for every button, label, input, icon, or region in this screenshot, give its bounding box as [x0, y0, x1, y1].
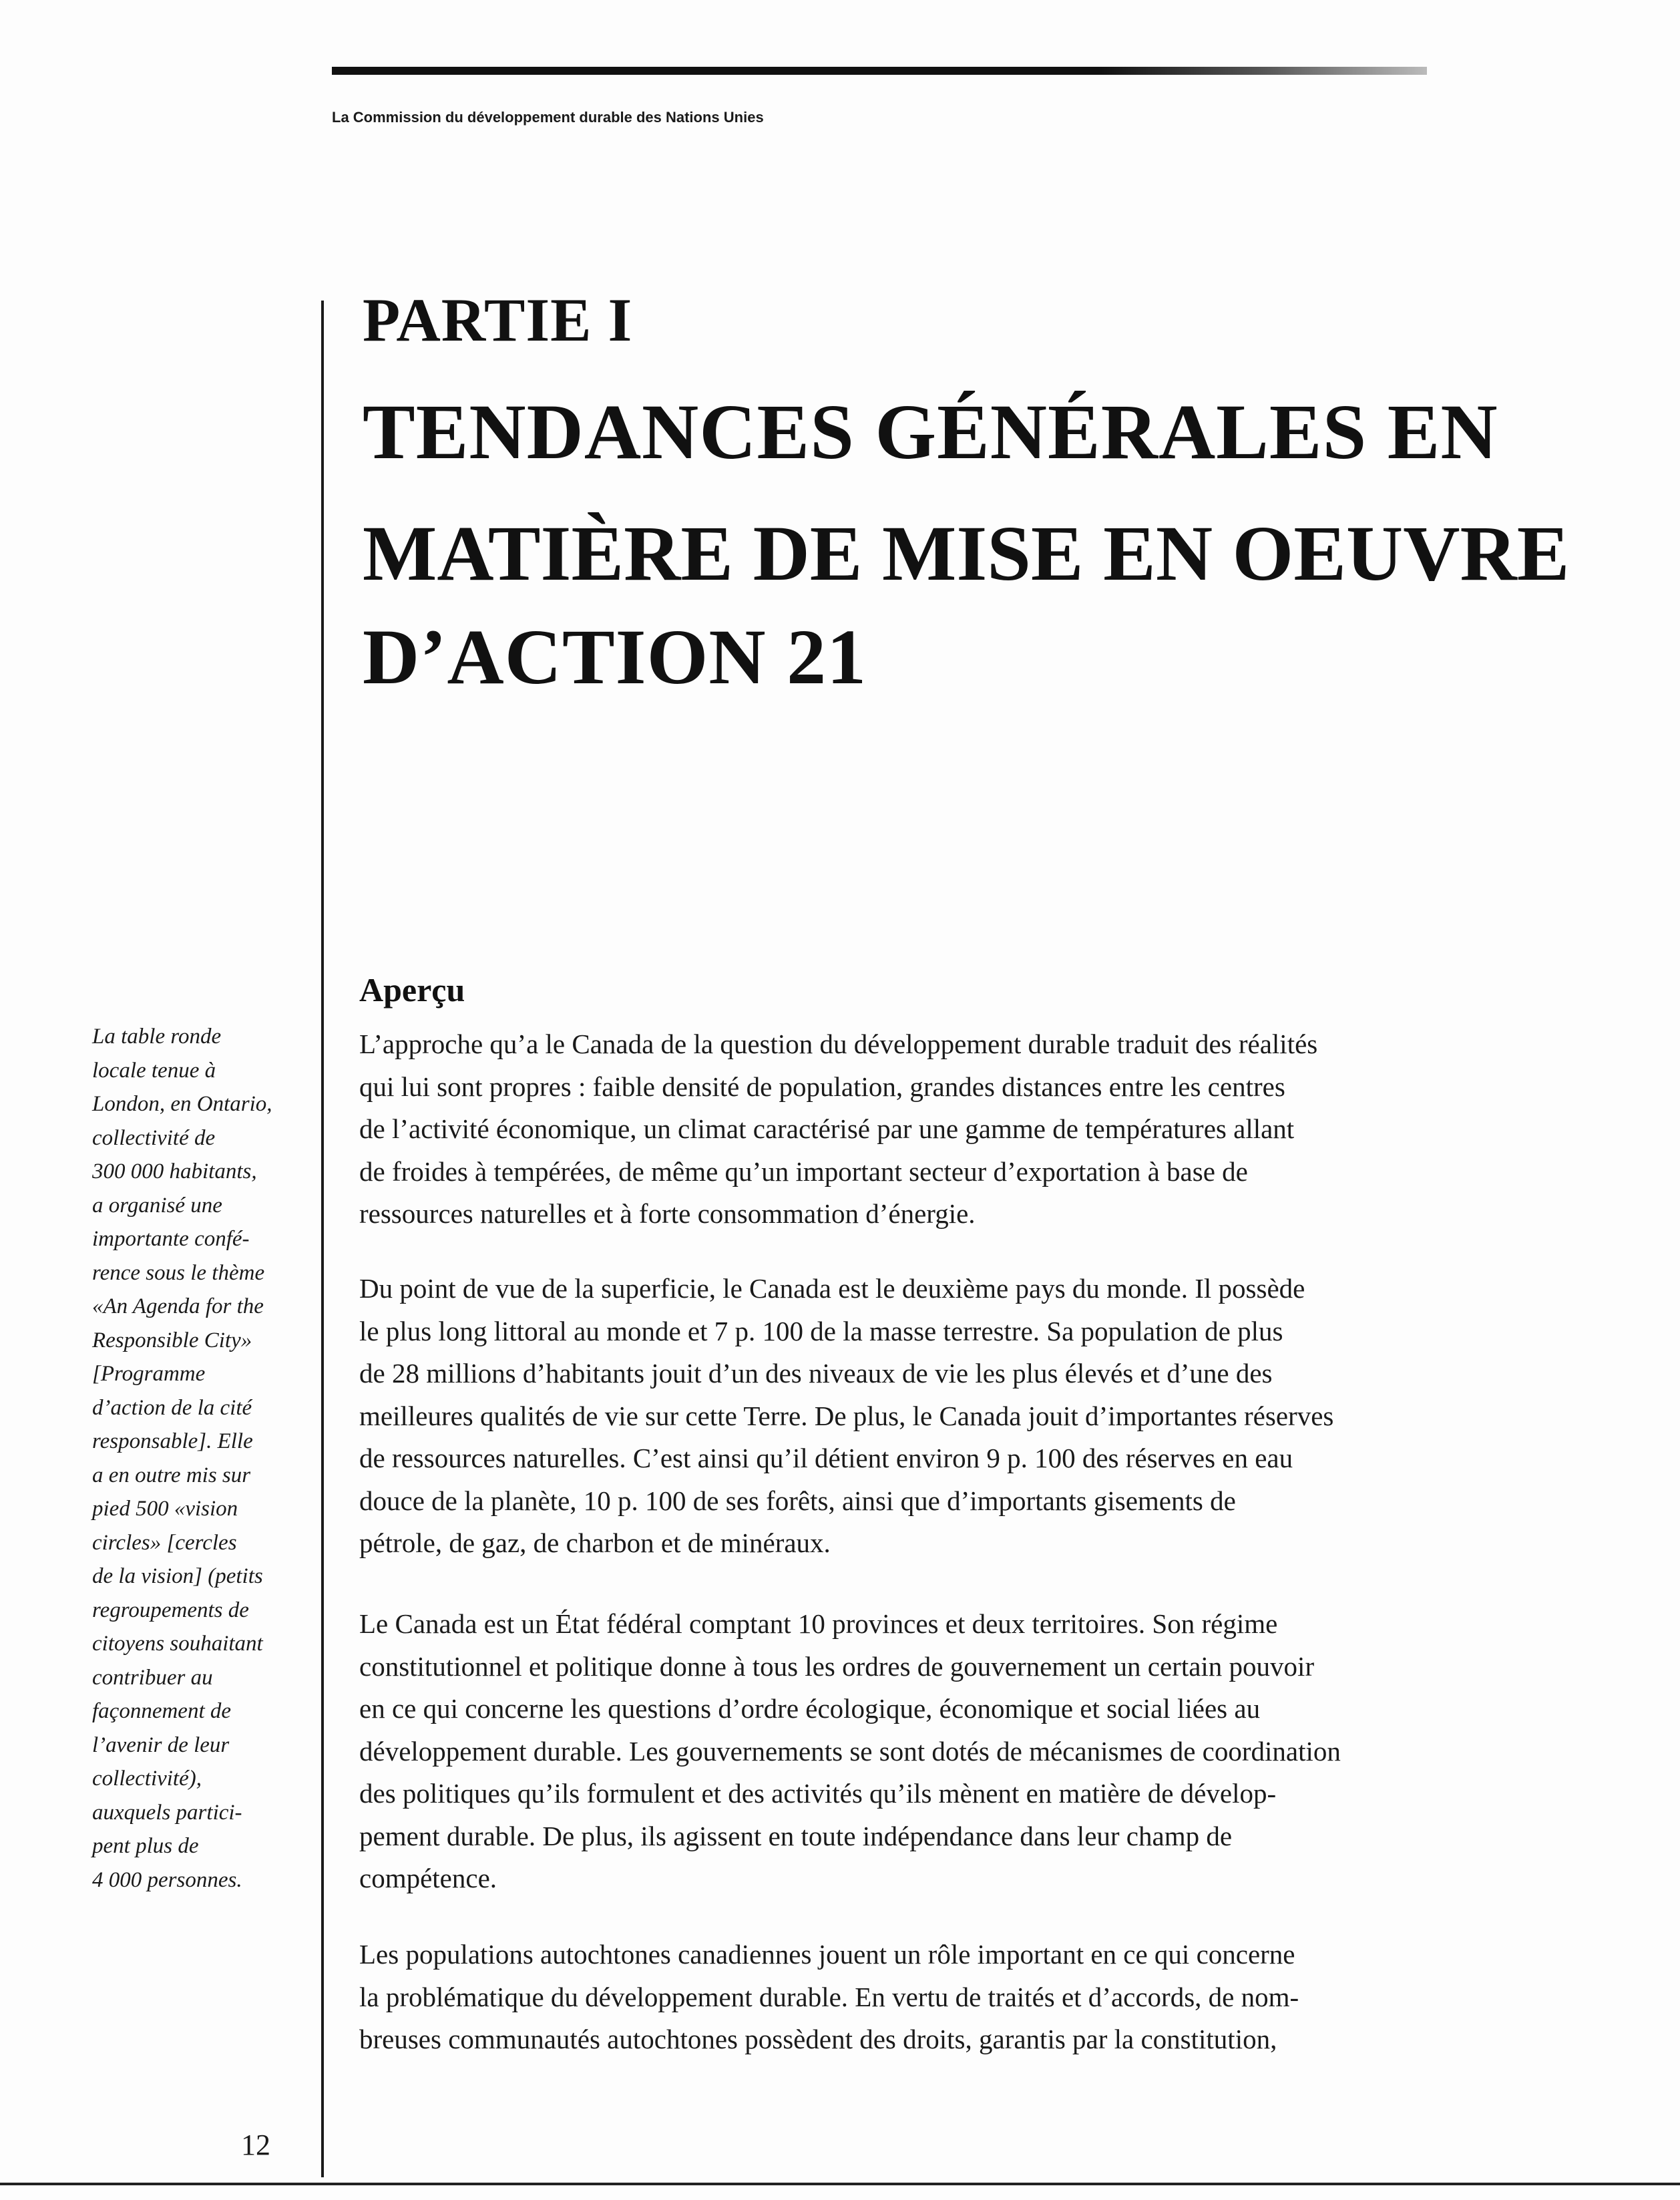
sidebar-line: façonnement de: [92, 1699, 232, 1723]
paragraph-line: meilleures qualités de vie sur cette Terre. De plus, le Canada jouit d’importantes réserves: [359, 1400, 1334, 1431]
paragraph-line: de 28 millions d’habitants jouit d’un des niveaux de vie les plus élevés et d’une des: [359, 1358, 1273, 1389]
paragraph-2: [359, 1268, 1504, 1565]
chapter-title-line-3: D’ACTION 21: [363, 613, 867, 701]
sidebar-line: La table ronde: [92, 1025, 222, 1049]
sidebar-line: a organisé une: [92, 1193, 222, 1218]
paragraph-line: constitutionnel et politique donne à tous les ordres de gouvernement un certain pouvoir: [359, 1650, 1315, 1682]
sidebar-line: locale tenue à: [92, 1058, 216, 1083]
sidebar-line: l’avenir de leur: [92, 1732, 230, 1757]
paragraph-line: la problématique du développement durable. En vertu de traités et d’accords, de nom-: [359, 1981, 1299, 2012]
sidebar-line: 300 000 habitants,: [92, 1159, 257, 1183]
paragraph-line: des politiques qu’ils formulent et des activités qu’ils mènent en matière de dévelop-: [359, 1778, 1277, 1809]
paragraph-3: [359, 1603, 1504, 1900]
paragraph-line: Les populations autochtones canadiennes jouent un rôle important en ce qui concerne: [359, 1939, 1295, 1970]
section-heading: Aperçu: [359, 971, 465, 1009]
sidebar-line: Responsible City»: [92, 1328, 252, 1352]
sidebar-line: auxquels partici-: [92, 1800, 242, 1825]
paragraph-4: [359, 1934, 1504, 2061]
sidebar-line: collectivité),: [92, 1767, 202, 1791]
sidebar-line: contribuer au: [92, 1665, 213, 1690]
paragraph-line: Du point de vue de la superficie, le Canada est le deuxième pays du monde. Il possède: [359, 1273, 1305, 1304]
paragraph-1: [359, 1023, 1504, 1236]
sidebar-line: responsable]. Elle: [92, 1429, 253, 1453]
paragraph-line: développement durable. Les gouvernements se sont dotés de mécanismes de coordination: [359, 1735, 1341, 1767]
page-number: 12: [241, 2129, 270, 2161]
chapter-title-line-1: TENDANCES GÉNÉRALES EN: [363, 388, 1498, 476]
paragraph-line: de froides à tempérées, de même qu’un important secteur d’exportation à base de: [359, 1155, 1248, 1187]
paragraph-line: L’approche qu’a le Canada de la question du développement durable traduit des réalités: [359, 1029, 1318, 1059]
vertical-rule: [321, 301, 324, 2177]
paragraph-line: breuses communautés autochtones possèdent des droits, garantis par la constitution,: [359, 2024, 1277, 2054]
chapter-title-line-2: MATIÈRE DE MISE EN OEUVRE: [363, 510, 1570, 597]
sidebar-line: pied 500 «vision: [92, 1497, 238, 1521]
sidebar-line: pent plus de: [92, 1834, 199, 1858]
sidebar-line: citoyens souhaitant: [92, 1632, 263, 1656]
sidebar-line: London, en Ontario,: [92, 1092, 272, 1116]
paragraph-line: compétence.: [359, 1863, 497, 1893]
paragraph-line: le plus long littoral au monde et 7 p. 100 de la masse terrestre. Sa population de plus: [359, 1315, 1283, 1346]
sidebar-line: d’action de la cité: [92, 1395, 252, 1420]
sidebar-line: collectivité de: [92, 1125, 216, 1150]
sidebar-line: regroupements de: [92, 1598, 249, 1622]
sidebar-line: importante confé-: [92, 1227, 250, 1251]
paragraph-line: Le Canada est un État fédéral comptant 10 provinces et deux territoires. Son régime: [359, 1608, 1278, 1639]
paragraph-line: pement durable. De plus, ils agissent en toute indépendance dans leur champ de: [359, 1820, 1233, 1851]
top-rule: [332, 67, 1427, 75]
paragraph-line: douce de la planète, 10 p. 100 de ses forêts, ainsi que d’importants gisements de: [359, 1485, 1236, 1516]
paragraph-line: pétrole, de gaz, de charbon et de minéraux.: [359, 1527, 831, 1558]
running-header: La Commission du développement durable des Nations Unies: [332, 109, 764, 126]
sidebar-note: [92, 1020, 319, 1897]
sidebar-line: [Programme: [92, 1362, 206, 1386]
sidebar-line: rence sous le thème: [92, 1260, 265, 1285]
sidebar-line: 4 000 personnes.: [92, 1867, 242, 1892]
paragraph-line: de ressources naturelles. C’est ainsi qu’il détient environ 9 p. 100 des réserves en eau: [359, 1443, 1293, 1473]
paragraph-line: qui lui sont propres : faible densité de population, grandes distances entre les centres: [359, 1071, 1285, 1102]
sidebar-line: de la vision] (petits: [92, 1564, 263, 1588]
sidebar-line: «An Agenda for the: [92, 1294, 264, 1318]
sidebar-line: a en outre mis sur: [92, 1463, 251, 1487]
paragraph-line: de l’activité économique, un climat caractérisé par une gamme de températures allant: [359, 1113, 1295, 1144]
part-label: PARTIE I: [363, 286, 633, 354]
sidebar-line: circles» [cercles: [92, 1530, 237, 1555]
paragraph-line: ressources naturelles et à forte consommation d’énergie.: [359, 1198, 976, 1229]
paragraph-line: en ce qui concerne les questions d’ordre écologique, économique et social liées au: [359, 1693, 1261, 1724]
bottom-rule: [0, 2183, 1680, 2185]
